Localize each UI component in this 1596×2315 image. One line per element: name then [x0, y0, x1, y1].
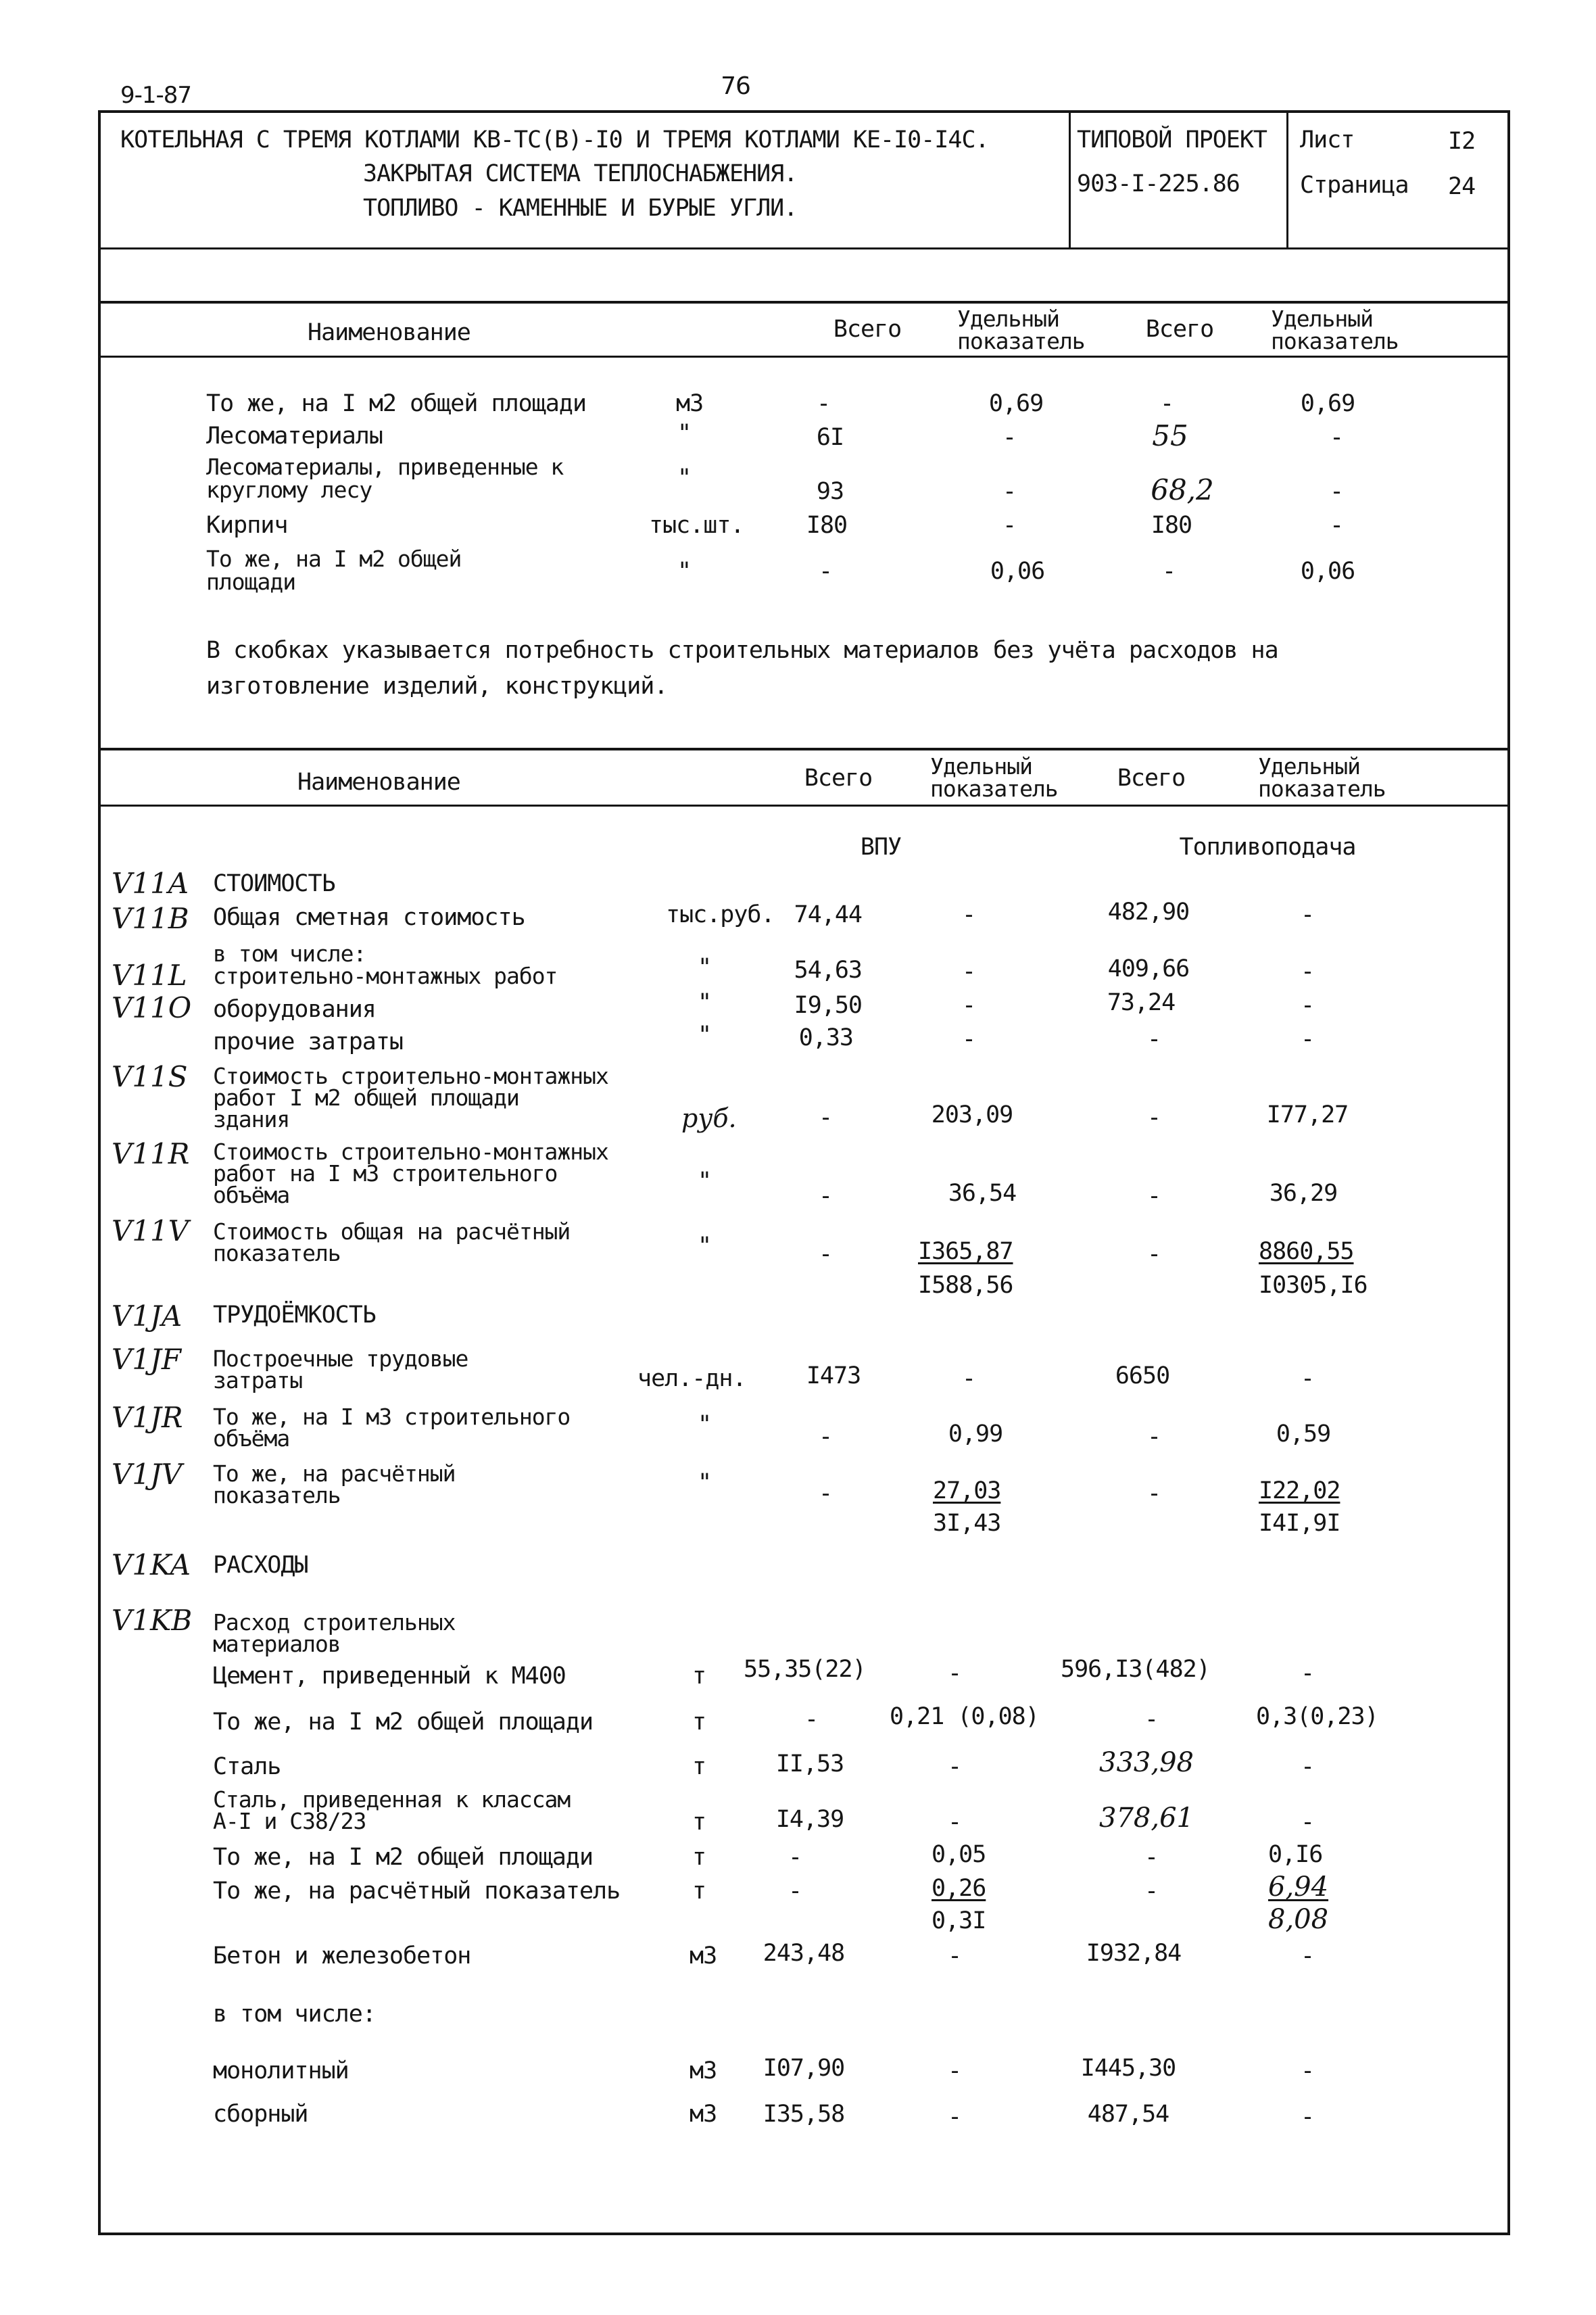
row-total1: -: [804, 1706, 819, 1733]
row-spec2: -: [1300, 1753, 1315, 1780]
row-spec2: 0,06: [1300, 558, 1355, 585]
row-total2: 55: [1152, 419, 1188, 452]
t2-h-spec2-b: показатель: [1258, 775, 1386, 802]
title-divider-2: [1286, 110, 1288, 249]
row-spec2-second: 8,08: [1268, 1904, 1329, 1935]
row-total2: 6650: [1115, 1362, 1170, 1389]
row-name: Бетон и железобетон: [213, 1942, 471, 1970]
page-label: Страница: [1300, 172, 1409, 199]
frame-right: [1507, 110, 1510, 2235]
row-spec2: I22,02: [1259, 1477, 1340, 1504]
t2-h-total1: Всего: [804, 765, 873, 792]
row-unit: м3: [690, 1942, 717, 1970]
row-spec1: -: [1002, 478, 1017, 505]
row-name-2: показатель: [213, 1482, 341, 1508]
row-total1: I473: [806, 1362, 861, 1389]
row-total1: I9,50: [794, 992, 862, 1019]
page-number: 76: [721, 72, 750, 100]
row-name: ТРУДОЁМКОСТЬ: [213, 1302, 376, 1329]
row-name-2: А-I и С38/23: [213, 1808, 366, 1834]
row-total1: -: [818, 1423, 833, 1450]
row-total2: 333,98: [1099, 1747, 1194, 1778]
row-name: Сталь, приведенная к классам: [213, 1786, 571, 1813]
row-total2: 482,90: [1107, 899, 1190, 926]
row-total2: -: [1161, 558, 1176, 585]
row-unit: ": [698, 1233, 712, 1260]
project-label: ТИПОВОЙ ПРОЕКТ: [1077, 126, 1267, 153]
row-total2: -: [1146, 1104, 1161, 1131]
row-spec2: 6,94: [1268, 1871, 1329, 1903]
row-total1: I35,58: [763, 2101, 845, 2128]
row-unit: т: [692, 1753, 706, 1780]
row-unit: ": [698, 1168, 712, 1195]
row-spec1: -: [961, 1026, 976, 1053]
row-unit: ": [677, 420, 692, 447]
frame-bottom: [98, 2233, 1510, 2235]
row-total2: -: [1146, 1183, 1161, 1210]
row-spec1: -: [947, 2057, 962, 2084]
row-spec2: -: [1329, 512, 1344, 539]
t1-h-spec1-b: показатель: [957, 328, 1085, 354]
row-spec1: 0,05: [932, 1841, 986, 1868]
t1-h-spec2-a: Удельный: [1271, 306, 1373, 332]
row-spec1: -: [947, 1942, 962, 1970]
row-total2: -: [1144, 1878, 1159, 1905]
row-name: То же, на I м2 общей: [206, 546, 462, 572]
row-unit: м3: [676, 390, 704, 417]
t2-h-name: Наименование: [297, 769, 460, 796]
row-total1: 243,48: [763, 1940, 845, 1967]
row-unit: ": [698, 1022, 712, 1049]
table1-header-bottom: [98, 356, 1510, 358]
row-spec1: -: [961, 958, 976, 985]
row-name: То же, на I м2 общей площади: [213, 1709, 594, 1736]
row-name: То же, на I м2 общей площади: [213, 1844, 594, 1871]
row-unit: ": [698, 954, 712, 981]
row-spec1: 0,06: [990, 558, 1045, 585]
row-name: прочие затраты: [213, 1028, 404, 1055]
row-spec2: -: [1300, 901, 1315, 928]
row-total1: I80: [806, 512, 848, 539]
row-spec1: 0,99: [948, 1421, 1003, 1448]
row-total1: -: [818, 1480, 833, 1507]
group-label-vpu: ВПУ: [860, 834, 902, 861]
row-spec2: 8860,55: [1259, 1238, 1354, 1265]
row-name: То же, на расчётный: [213, 1460, 456, 1487]
row-spec2: 0,69: [1300, 390, 1355, 417]
table2-header-top: [98, 748, 1510, 750]
row-spec2: -: [1329, 424, 1344, 451]
row-spec1: 27,03: [933, 1477, 1001, 1504]
row-total1: I07,90: [763, 2055, 845, 2082]
row-total1: -: [818, 1183, 833, 1210]
row-total2: I932,84: [1086, 1940, 1182, 1967]
row-spec2: -: [1300, 1809, 1315, 1836]
frame-left: [98, 110, 101, 2235]
frame-top: [98, 110, 1510, 113]
row-spec1: -: [947, 1753, 962, 1780]
row-unit: т: [692, 1663, 706, 1690]
row-code: V1JA: [112, 1299, 183, 1333]
t2-h-spec1-a: Удельный: [930, 753, 1032, 780]
t2-h-total2: Всего: [1117, 765, 1186, 792]
sheet-value: I2: [1448, 128, 1476, 155]
row-name: То же, на I м3 строительного: [213, 1404, 571, 1430]
row-spec1: -: [1002, 424, 1017, 451]
project-number: 903-I-225.86: [1077, 170, 1240, 197]
row-spec2: -: [1300, 992, 1315, 1019]
row-spec2-second: I0305,I6: [1259, 1272, 1368, 1299]
row-spec2: -: [1329, 478, 1344, 505]
row-total2: -: [1159, 390, 1174, 417]
row-name-2: затраты: [213, 1367, 303, 1393]
row-total2: -: [1146, 1026, 1161, 1053]
row-unit: т: [692, 1878, 706, 1905]
row-name: Кирпич: [206, 512, 288, 539]
title-line-3: ТОПЛИВО - КАМЕННЫЕ И БУРЫЕ УГЛИ.: [363, 195, 798, 222]
row-code: V11S: [112, 1060, 188, 1093]
row-total2: -: [1144, 1844, 1159, 1871]
row-name: монолитный: [213, 2057, 349, 2084]
row-spec2: -: [1300, 2057, 1315, 2084]
row-spec1: -: [947, 2103, 962, 2130]
row-name-2: объёма: [213, 1425, 290, 1452]
row-total2: 73,24: [1107, 989, 1176, 1016]
row-spec2: -: [1300, 1365, 1315, 1392]
row-unit: м3: [690, 2101, 717, 2128]
row-spec2: -: [1300, 2103, 1315, 2130]
row-name: Лесоматериалы, приведенные к: [206, 454, 564, 480]
row-spec2: 36,29: [1269, 1180, 1338, 1207]
row-name: в том числе:: [213, 940, 366, 967]
row-unit: ": [677, 464, 692, 492]
row-total2: 409,66: [1107, 955, 1190, 982]
row-spec2: -: [1300, 958, 1315, 985]
row-code: V11R: [112, 1137, 190, 1170]
group-label-fuel-supply: Топливоподача: [1179, 834, 1356, 861]
row-spec2: 0,59: [1276, 1421, 1331, 1448]
row-name: Расход строительных: [213, 1609, 456, 1636]
page-value: 24: [1448, 173, 1476, 200]
row-total2: -: [1146, 1480, 1161, 1507]
row-name: Стоимость общая на расчётный: [213, 1218, 571, 1245]
row-name-2: площади: [206, 569, 296, 595]
t1-h-total1: Всего: [833, 316, 902, 343]
row-total2: -: [1146, 1241, 1161, 1268]
row-total2: 596,I3(482): [1061, 1656, 1210, 1683]
row-unit: т: [692, 1809, 706, 1836]
row-spec1: -: [961, 901, 976, 928]
row-total1: -: [788, 1844, 802, 1871]
row-total1: -: [818, 1241, 833, 1268]
row-spec1: 0,21 (0,08): [890, 1703, 1039, 1730]
row-total1: 6I: [816, 424, 844, 451]
row-unit: м3: [690, 2057, 717, 2084]
t2-h-spec2-a: Удельный: [1258, 753, 1360, 780]
row-name: сборный: [213, 2101, 308, 2128]
row-total1: 93: [816, 478, 844, 505]
row-code: V11V: [112, 1214, 189, 1247]
row-spec1: I365,87: [918, 1238, 1013, 1265]
row-total1: -: [818, 1104, 833, 1131]
row-total2: 378,61: [1099, 1803, 1194, 1834]
row-name: оборудования: [213, 996, 376, 1023]
row-unit: т: [692, 1844, 706, 1871]
row-spec1: 0,26: [932, 1875, 986, 1902]
row-spec1-second: 3I,43: [933, 1510, 1001, 1537]
row-total2: I80: [1151, 512, 1192, 539]
row-spec2: -: [1300, 1026, 1315, 1053]
row-code: V1KB: [112, 1604, 193, 1637]
table1-note-line-2: изготовление изделий, конструкций.: [206, 673, 668, 700]
row-name: РАСХОДЫ: [213, 1552, 308, 1579]
row-spec1: -: [947, 1660, 962, 1687]
row-spec1-second: I588,56: [918, 1272, 1013, 1299]
t1-h-name: Наименование: [308, 319, 470, 346]
row-spec2: I77,27: [1266, 1101, 1349, 1128]
t1-h-spec1-a: Удельный: [957, 306, 1059, 332]
row-name: Цемент, приведенный к М400: [213, 1663, 566, 1690]
row-code: V1JR: [112, 1401, 183, 1434]
row-total1: I4,39: [775, 1806, 844, 1833]
row-total1: II,53: [775, 1750, 844, 1777]
row-total1: -: [788, 1878, 802, 1905]
row-unit: чел.-дн.: [637, 1365, 746, 1392]
row-unit: ": [698, 1469, 712, 1496]
row-total2: -: [1144, 1706, 1159, 1733]
row-spec1: -: [1002, 512, 1017, 539]
row-name: То же, на расчётный показатель: [213, 1878, 621, 1905]
row-unit: ": [698, 1411, 712, 1438]
table1-note-line-1: В скобках указывается потребность строительных материалов без учёта расходов на: [206, 637, 1278, 664]
row-total2: 487,54: [1087, 2101, 1169, 2128]
t1-h-total2: Всего: [1145, 316, 1214, 343]
row-name-2: круглому лесу: [206, 477, 372, 503]
table2-header-bottom: [98, 805, 1510, 807]
row-name: Стоимость строительно-монтажных: [213, 1063, 608, 1089]
title-line-2: ЗАКРЫТАЯ СИСТЕМА ТЕПЛОСНАБЖЕНИЯ.: [363, 160, 798, 187]
row-code: V11L: [112, 959, 187, 992]
row-name-2: показатель: [213, 1240, 341, 1266]
row-total1: 55,35(22): [744, 1656, 866, 1683]
row-code: V1JF: [112, 1343, 182, 1376]
row-code: V11B: [112, 902, 189, 935]
row-total2: -: [1146, 1423, 1161, 1450]
row-spec1: 0,69: [988, 390, 1044, 417]
row-name-3: здания: [213, 1106, 290, 1132]
row-total1: -: [816, 390, 831, 417]
row-spec2-second: I4I,9I: [1259, 1510, 1340, 1537]
sheet-label: Лист: [1300, 126, 1355, 153]
row-name-2: материалов: [213, 1631, 341, 1657]
row-spec1: -: [961, 1365, 976, 1392]
row-unit: тыс.шт.: [649, 512, 744, 539]
row-code: V1JV: [112, 1458, 183, 1491]
row-total1: 74,44: [794, 901, 862, 928]
row-name: Общая сметная стоимость: [213, 904, 525, 931]
doc-series: 9-1-87: [120, 82, 192, 109]
t1-h-spec2-b: показатель: [1271, 328, 1399, 354]
row-unit: т: [692, 1709, 706, 1736]
row-code: V11O: [112, 991, 192, 1024]
row-name: Построечные трудовые: [213, 1345, 468, 1372]
row-name-2: работ I м2 общей площади: [213, 1084, 519, 1111]
row-total1: 54,63: [794, 957, 862, 984]
row-total1: -: [818, 558, 833, 585]
row-unit: ": [698, 989, 712, 1016]
row-spec2: -: [1300, 1660, 1315, 1687]
title-bottom-rule: [98, 247, 1510, 249]
row-name: Сталь: [213, 1753, 281, 1780]
row-unit: ": [677, 558, 692, 585]
title-divider-1: [1069, 110, 1071, 249]
row-spec2: 0,I6: [1268, 1841, 1323, 1868]
row-name-2: работ на I м3 строительного: [213, 1160, 558, 1187]
row-total2: 68,2: [1151, 473, 1214, 506]
row-name: То же, на I м2 общей площади: [206, 390, 587, 417]
row-name: Стоимость строительно-монтажных: [213, 1139, 608, 1165]
row-total1: 0,33: [798, 1024, 853, 1051]
table1-header-top: [98, 301, 1510, 304]
row-unit: руб.: [681, 1103, 737, 1133]
row-name-3: объёма: [213, 1182, 290, 1208]
t2-h-spec1-b: показатель: [930, 775, 1058, 802]
row-unit: тыс.руб.: [666, 901, 775, 928]
row-name: в том числе:: [213, 2001, 376, 2028]
row-spec1: -: [947, 1809, 962, 1836]
title-line-1: КОТЕЛЬНАЯ С ТРЕМЯ КОТЛАМИ КВ-ТС(В)-I0 И ТРЕМЯ КОТЛАМИ КЕ-I0-I4С.: [120, 126, 989, 153]
row-name: СТОИМОСТЬ: [213, 870, 335, 897]
row-spec2: -: [1300, 1942, 1315, 1970]
row-spec2: 0,3(0,23): [1256, 1703, 1378, 1730]
row-name: Лесоматериалы: [206, 423, 383, 450]
row-spec1: -: [961, 992, 976, 1019]
row-code: V1KA: [112, 1548, 191, 1581]
row-spec1-second: 0,3I: [932, 1907, 986, 1934]
row-code: V11A: [112, 867, 189, 900]
row-total2: I445,30: [1080, 2055, 1176, 2082]
row-name: строительно-монтажных работ: [213, 963, 558, 989]
row-spec1: 36,54: [948, 1180, 1017, 1207]
row-spec1: 203,09: [931, 1101, 1013, 1128]
